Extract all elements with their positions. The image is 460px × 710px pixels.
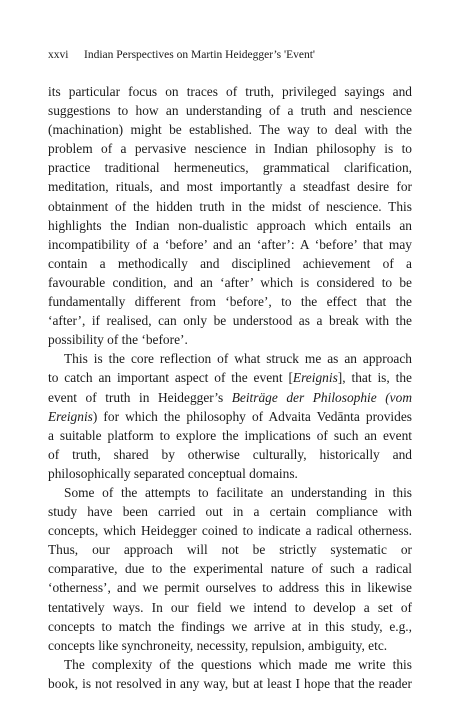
text-run: fundamentally different from ‘before’, to the effect that the [48, 294, 412, 310]
italic-text: Ereignis [292, 370, 338, 386]
text-run: ], that is, the [337, 370, 412, 386]
text-run: philosophically separated conceptual domains. [48, 465, 298, 481]
paragraph [48, 655, 412, 693]
text-run: favourable condition, and an ‘after’ which is considered to be [48, 274, 412, 290]
running-head [48, 48, 315, 62]
text-run: highlights the Indian non-dualistic approach which entails an [48, 217, 412, 233]
text-line [48, 349, 412, 368]
text-line [48, 521, 412, 540]
text-run: This is the core reflection of what struck me as an approach [64, 351, 412, 367]
text-run: The complexity of the questions which made me write this [64, 656, 412, 672]
text-line [48, 330, 412, 349]
text-line [48, 120, 412, 139]
text-run: concepts like synchroneity, necessity, repulsion, ambiguity, etc. [48, 637, 388, 653]
text-line [48, 197, 412, 216]
text-run: concepts, which Heidegger coined to indicate a radical otherness. [48, 523, 412, 539]
text-run: suggestions to how an understanding of a truth and nescience [48, 103, 412, 119]
paragraph [48, 483, 412, 655]
text-line [48, 101, 412, 120]
text-run: possibility of the ‘before’. [48, 332, 188, 348]
text-line [48, 139, 412, 158]
text-line [48, 598, 412, 617]
text-line [48, 254, 412, 273]
text-line [48, 426, 412, 445]
text-line [48, 388, 412, 407]
text-run: book, is not resolved in any way, but at least I hope that the reader [48, 675, 412, 691]
text-run: comparative, due to the experimental nature of such a radical [48, 561, 412, 577]
text-line [48, 502, 412, 521]
text-line [48, 368, 412, 387]
text-run: ) for which the philosophy of Advaita Vedānta provides [92, 408, 412, 424]
text-run: Thus, our approach will not be strictly systematic or [48, 542, 412, 558]
paragraph [48, 82, 412, 349]
italic-text: Ereignis [48, 408, 93, 424]
text-run: a suitable platform to explore the implications of such an event [48, 427, 412, 443]
text-line [48, 407, 412, 426]
text-line [48, 216, 412, 235]
text-line [48, 445, 412, 464]
text-run: study have been carried out in a certain compliance with [48, 504, 412, 520]
text-run: Some of the attempts to facilitate an understanding in this [64, 484, 412, 500]
paragraph [48, 349, 412, 483]
running-title: Indian Perspectives on Martin Heidegger’s 'Event' [84, 49, 315, 61]
text-line [48, 636, 412, 655]
text-run: its particular focus on traces of truth, privileged sayings and [48, 84, 412, 99]
text-line [48, 82, 412, 101]
text-run: meditation, rituals, and most importantly a steadfast desire for [48, 179, 412, 195]
text-line [48, 158, 412, 177]
page-number: xxvi [48, 49, 69, 61]
text-run: incompatibility of a ‘before’ and an ‘after’: A ‘before’ that may [48, 236, 412, 252]
text-line [48, 273, 412, 292]
text-run: to catch an important aspect of the event [ [48, 370, 293, 386]
text-line [48, 464, 412, 483]
text-run: concepts to match the findings we arrive at in this study, e.g., [48, 618, 412, 634]
text-run: event of truth in Heidegger’s [48, 389, 232, 405]
text-run: problem of a pervasive nescience in Indian philosophy is to [48, 141, 412, 157]
text-run: contain a methodically and disciplined achievement of a [48, 255, 412, 271]
text-line [48, 674, 412, 693]
text-run: practice traditional hermeneutics, grammatical clarification, [48, 160, 412, 176]
text-line [48, 617, 412, 636]
text-line [48, 292, 412, 311]
text-run: of truth, shared by otherwise culturally, historically and [48, 446, 412, 462]
text-line [48, 540, 412, 559]
body-text [48, 82, 412, 693]
text-line [48, 311, 412, 330]
text-line [48, 655, 412, 674]
text-run: tentatively ways. In our field we intend to develop a set of [48, 599, 412, 615]
text-line [48, 483, 412, 502]
text-line [48, 177, 412, 196]
text-run: ‘after’, if realised, can only be understood as a break with the [48, 313, 412, 329]
italic-text: Beiträge der Philosophie (vom [231, 389, 412, 405]
text-run: (machination) might be established. The way to deal with the [48, 122, 412, 138]
text-line [48, 235, 412, 254]
text-line [48, 578, 412, 597]
text-run: obtainment of the hidden truth in the midst of nescience. This [48, 198, 412, 214]
text-run: ‘otherness’, and we permit ourselves to address this in likewise [48, 580, 412, 596]
text-line [48, 559, 412, 578]
